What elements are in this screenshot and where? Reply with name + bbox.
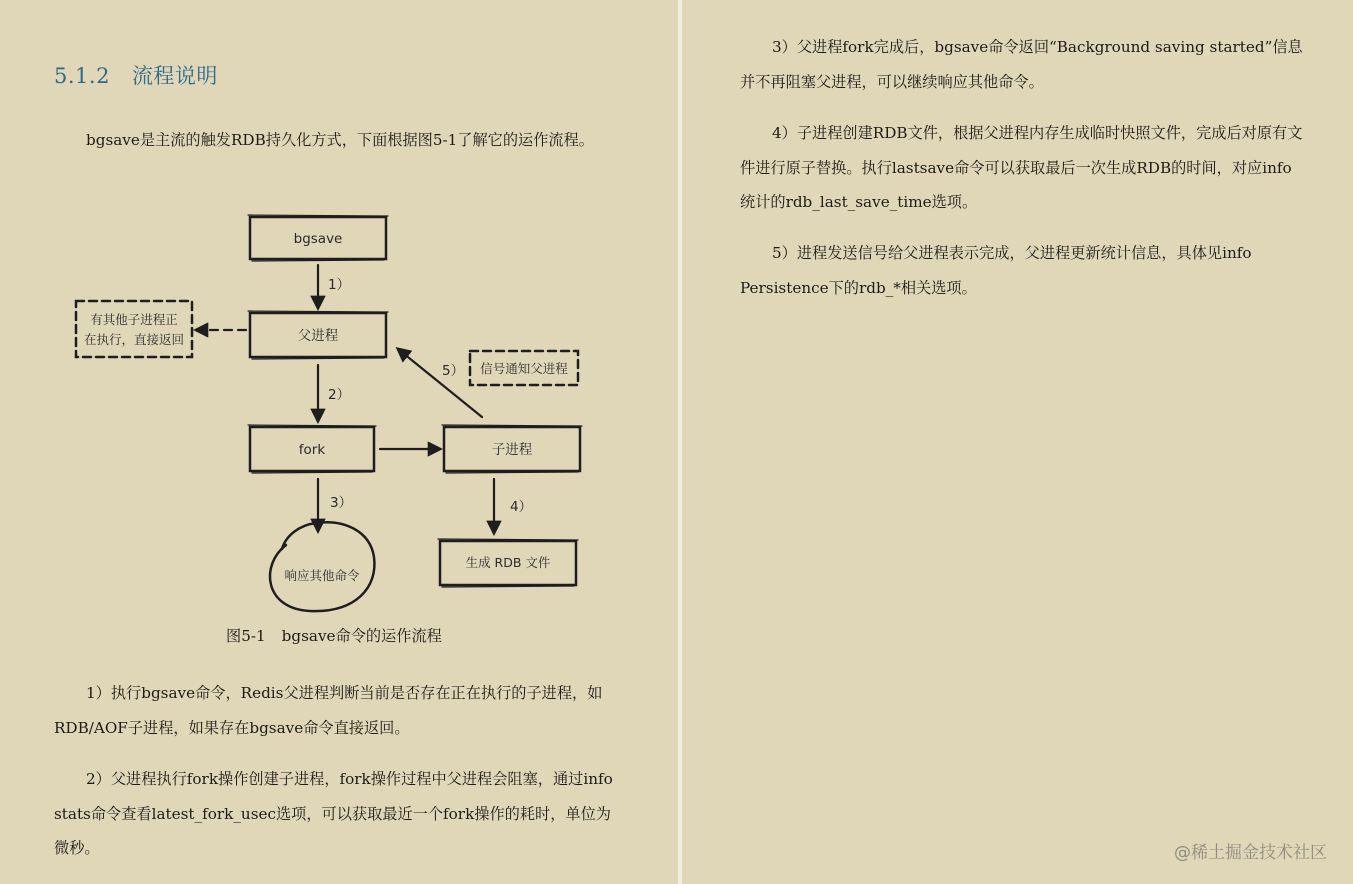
section-title: 流程说明 [131,64,218,88]
step-label-4: 4） [510,499,533,515]
watermark: @稀土掘金技术社区 [1174,843,1327,863]
bgsave-flow-diagram [60,205,600,617]
node-generate-rdb: 生成 RDB 文件 [465,555,551,570]
intro-paragraph: bgsave是主流的触发RDB持久化方式，下面根据图5-1了解它的运作流程。 [86,131,594,149]
node-child-process: 子进程 [491,442,533,458]
figure-number: 图5-1 [226,627,266,645]
step-paragraph-1: 1）执行bgsave命令，Redis父进程判断当前是否存在正在执行的子进程，如RDB/AOF子进程，如果存在bgsave命令直接返回。 [54,684,603,737]
node-bgsave: bgsave [293,231,343,247]
node-signal-parent: 信号通知父进程 [480,361,568,376]
node-other-running-line1: 有其他子进程正 [90,312,178,327]
step-paragraph-2: 2）父进程执行fork操作创建子进程，fork操作过程中父进程会阻塞，通过info stats命令查看latest_fork_usec选项，可以获取最近一个fork操作的耗时，单位为微秒。 [54,770,613,857]
step-label-2: 2） [328,387,351,403]
section-number: 5.1.2 [54,64,110,88]
step-label-1: 1） [328,277,351,293]
figure-title: bgsave命令的运作流程 [281,627,442,645]
section-heading [54,60,218,90]
respond-commands-blob [270,522,374,611]
other-child-running-box [76,301,192,357]
node-other-running-line2: 在执行，直接返回 [83,332,185,347]
node-respond-commands: 响应其他命令 [284,568,360,583]
step-label-5: 5） [442,363,465,379]
step-paragraph-4: 4）子进程创建RDB文件，根据父进程内存生成临时快照文件，完成后对原有文件进行原子替换。执行lastsave命令可以获取最后一次生成RDB的时间，对应info统计的rdb_last_save_time选项。 [740,124,1303,211]
step-label-3: 3） [330,495,353,511]
node-fork: fork [298,442,326,458]
step-paragraph-5: 5）进程发送信号给父进程表示完成，父进程更新统计信息，具体见info Persistence下的rdb_*相关选项。 [740,244,1252,297]
node-parent-process: 父进程 [297,328,339,344]
step-paragraph-3: 3）父进程fork完成后，bgsave命令返回“Background saving started”信息并不再阻塞父进程，可以继续响应其他命令。 [740,38,1303,91]
figure-caption [226,625,442,646]
